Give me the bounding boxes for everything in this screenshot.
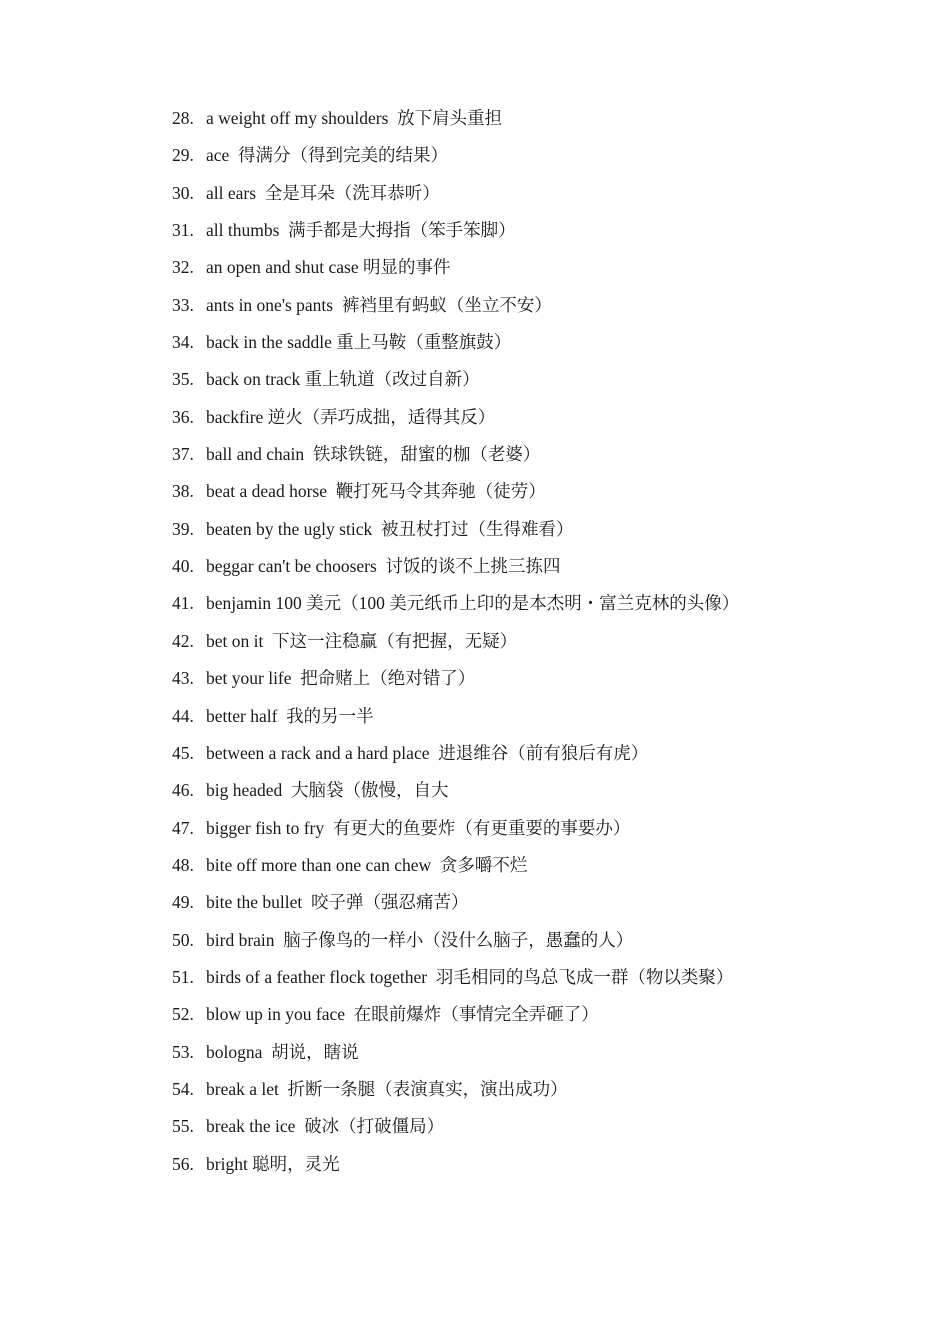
list-item bbox=[172, 1074, 739, 1111]
item-number: 44. bbox=[172, 705, 194, 726]
item-text: bologna 胡说，瞎说 bbox=[206, 1041, 359, 1062]
list-item bbox=[172, 1111, 739, 1148]
item-text: bite the bullet 咬子弹（强忍痛苦） bbox=[206, 892, 469, 913]
item-number: 35. bbox=[172, 369, 194, 390]
item-number: 39. bbox=[172, 518, 194, 539]
list-item bbox=[172, 364, 739, 401]
item-number: 33. bbox=[172, 294, 194, 315]
list-item bbox=[172, 999, 739, 1036]
item-number: 34. bbox=[172, 332, 194, 353]
list-item bbox=[172, 813, 739, 850]
item-number: 51. bbox=[172, 966, 194, 987]
item-number: 36. bbox=[172, 406, 194, 427]
item-number: 43. bbox=[172, 668, 194, 689]
item-number: 49. bbox=[172, 892, 194, 913]
list-item bbox=[172, 962, 739, 999]
item-number: 54. bbox=[172, 1078, 194, 1099]
list-item bbox=[172, 178, 739, 215]
item-text: bird brain 脑子像鸟的一样小（没什么脑子，愚蠢的人） bbox=[206, 929, 634, 950]
item-text: a weight off my shoulders 放下肩头重担 bbox=[206, 108, 503, 128]
list-item bbox=[172, 215, 739, 252]
item-number: 53. bbox=[172, 1041, 194, 1062]
list-item bbox=[172, 663, 739, 700]
idiom-list bbox=[172, 103, 739, 1186]
item-number: 56. bbox=[172, 1153, 194, 1174]
item-text: beaten by the ugly stick 被丑杖打过（生得难看） bbox=[206, 518, 574, 539]
item-number: 46. bbox=[172, 780, 194, 801]
list-item bbox=[172, 1149, 739, 1186]
item-number: 31. bbox=[172, 220, 194, 241]
item-text: an open and shut case 明显的事件 bbox=[206, 257, 451, 278]
list-item bbox=[172, 551, 739, 588]
item-number: 30. bbox=[172, 182, 194, 203]
list-item bbox=[172, 290, 739, 327]
item-text: beggar can't be choosers 讨饭的谈不上挑三拣四 bbox=[206, 556, 561, 577]
item-text: birds of a feather flock together 羽毛相同的鸟总飞成一群（物以类聚） bbox=[206, 966, 734, 987]
item-number: 32. bbox=[172, 257, 194, 278]
list-item bbox=[172, 850, 739, 887]
item-text: ants in one's pants 裤裆里有蚂蚁（坐立不安） bbox=[206, 294, 552, 315]
list-item bbox=[172, 327, 739, 364]
item-text: better half 我的另一半 bbox=[206, 705, 374, 726]
item-text: between a rack and a hard place 进退维谷（前有狼后有虎） bbox=[206, 742, 649, 763]
item-number: 45. bbox=[172, 742, 194, 763]
item-text: benjamin 100 美元（100 美元纸币上印的是本杰明・富兰克林的头像） bbox=[206, 593, 740, 614]
list-item bbox=[172, 626, 739, 663]
item-number: 48. bbox=[172, 854, 194, 875]
list-item bbox=[172, 402, 739, 439]
list-item bbox=[172, 103, 739, 140]
item-text: ace 得满分（得到完美的结果） bbox=[206, 145, 449, 166]
item-text: backfire 逆火（弄巧成拙，适得其反） bbox=[206, 406, 496, 427]
item-text: big headed 大脑袋（傲慢，自大 bbox=[206, 780, 449, 801]
item-text: back on track 重上轨道（改过自新） bbox=[206, 369, 480, 390]
item-text: break the ice 破冰（打破僵局） bbox=[206, 1116, 445, 1137]
item-number: 47. bbox=[172, 817, 194, 838]
item-text: break a let 折断一条腿（表演真实，演出成功） bbox=[206, 1078, 568, 1099]
list-item bbox=[172, 588, 739, 625]
list-item bbox=[172, 252, 739, 289]
list-item bbox=[172, 1037, 739, 1074]
item-number: 55. bbox=[172, 1116, 194, 1137]
list-item bbox=[172, 925, 739, 962]
list-item bbox=[172, 701, 739, 738]
item-number: 40. bbox=[172, 556, 194, 577]
item-number: 42. bbox=[172, 630, 194, 651]
item-text: bet your life 把命赌上（绝对错了） bbox=[206, 668, 476, 689]
item-number: 50. bbox=[172, 929, 194, 950]
item-text: bet on it 下这一注稳赢（有把握，无疑） bbox=[206, 630, 518, 651]
list-item bbox=[172, 439, 739, 476]
item-text: all ears 全是耳朵（洗耳恭听） bbox=[206, 182, 440, 203]
item-text: blow up in you face 在眼前爆炸（事情完全弄砸了） bbox=[206, 1004, 599, 1025]
item-number: 41. bbox=[172, 593, 194, 614]
item-number: 52. bbox=[172, 1004, 194, 1025]
item-number: 38. bbox=[172, 481, 194, 502]
item-text: bright 聪明，灵光 bbox=[206, 1153, 340, 1174]
list-item bbox=[172, 140, 739, 177]
list-item bbox=[172, 887, 739, 924]
item-text: beat a dead horse 鞭打死马令其奔驰（徒劳） bbox=[206, 481, 546, 502]
item-number: 29. bbox=[172, 145, 194, 166]
list-item bbox=[172, 775, 739, 812]
item-text: bigger fish to fry 有更大的鱼要炸（有更重要的事要办） bbox=[206, 817, 631, 838]
item-text: bite off more than one can chew 贪多嚼不烂 bbox=[206, 854, 528, 875]
item-text: all thumbs 满手都是大拇指（笨手笨脚） bbox=[206, 220, 516, 241]
item-text: back in the saddle 重上马鞍（重整旗鼓） bbox=[206, 332, 512, 353]
list-item bbox=[172, 514, 739, 551]
item-text: ball and chain 铁球铁链，甜蜜的枷（老婆） bbox=[206, 444, 541, 465]
item-number: 28. bbox=[172, 108, 194, 128]
list-item bbox=[172, 738, 739, 775]
item-number: 37. bbox=[172, 444, 194, 465]
list-item bbox=[172, 476, 739, 513]
